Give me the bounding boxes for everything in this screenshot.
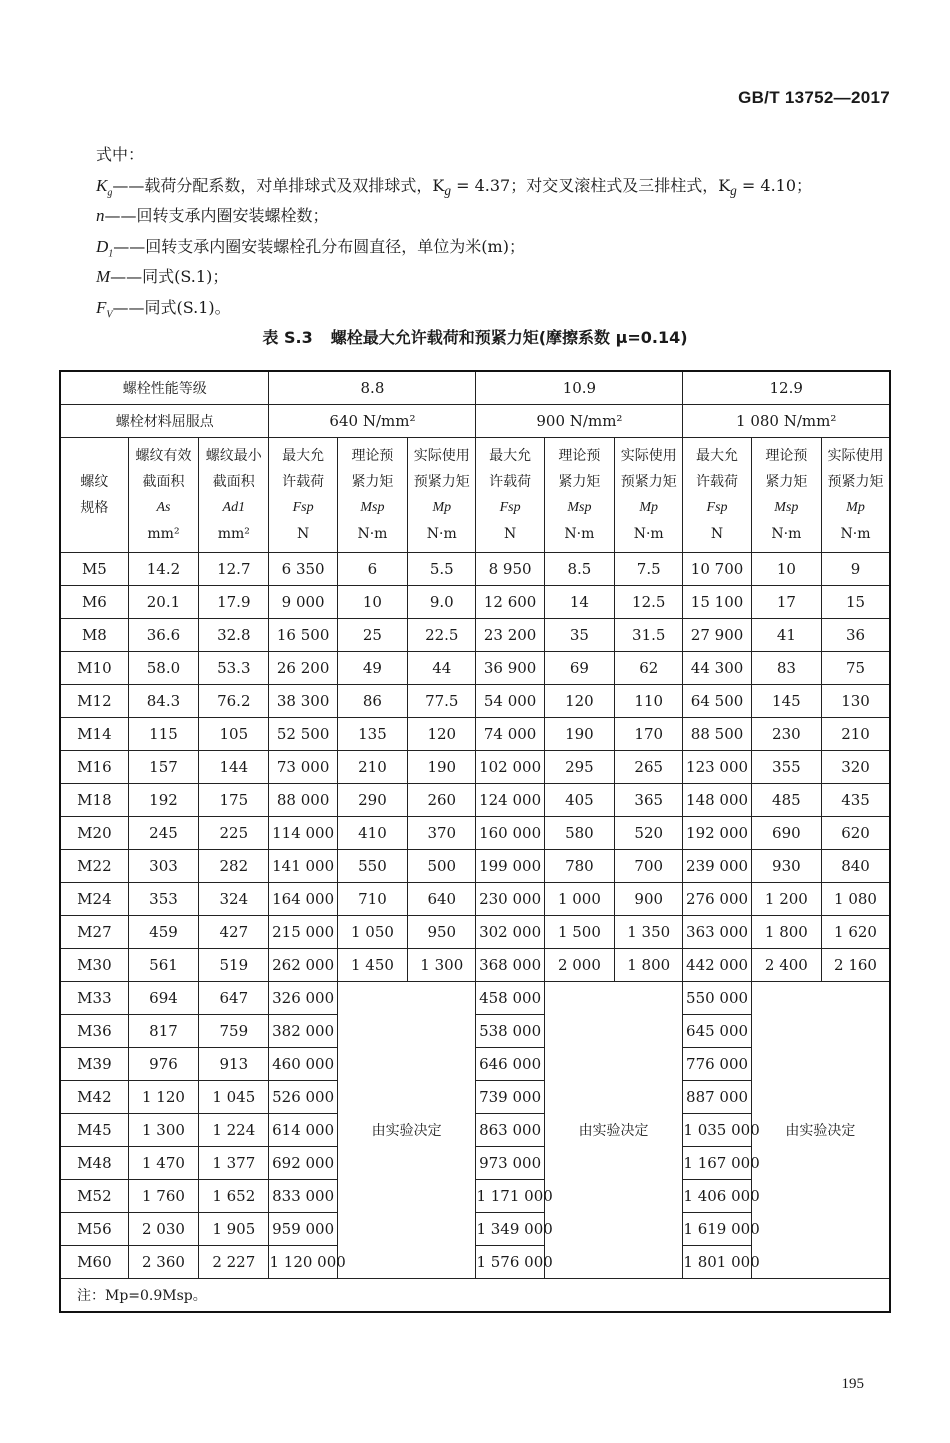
value-cell: 148 000 (683, 784, 751, 817)
table-row (60, 652, 890, 685)
table-row (60, 883, 890, 916)
value-cell: 38 300 (269, 685, 337, 718)
value-cell: 73 000 (269, 751, 337, 784)
value-cell: 9 (822, 553, 890, 586)
thread-spec-cell: M48 (60, 1147, 128, 1180)
value-cell: 88 000 (269, 784, 337, 817)
value-cell: 647 (199, 982, 269, 1015)
table-note: 注：Mp=0.9Msp。 (60, 1279, 890, 1313)
header-theoretical-torque: 理论预 紧力矩 Msp N·m (751, 438, 821, 553)
value-cell: 22.5 (408, 619, 476, 652)
table-row (60, 916, 890, 949)
experiment-note-10-9: 由实验决定 (544, 982, 683, 1279)
value-cell: 1 801 000 (683, 1246, 751, 1279)
value-cell: 175 (199, 784, 269, 817)
table-row (60, 949, 890, 982)
value-cell: 645 000 (683, 1015, 751, 1048)
value-cell: 2 030 (128, 1213, 198, 1246)
header-thread-spec: 螺纹 规格 (60, 438, 128, 553)
value-cell: 210 (822, 718, 890, 751)
value-cell: 365 (615, 784, 683, 817)
symbol: M (96, 267, 111, 287)
value-cell: 25 (337, 619, 407, 652)
value-cell: 276 000 (683, 883, 751, 916)
value-cell: 120 (408, 718, 476, 751)
value-cell: 77.5 (408, 685, 476, 718)
yield-12-9: 1 080 N/mm² (683, 405, 890, 438)
value-cell: 14 (544, 586, 614, 619)
table-row (60, 685, 890, 718)
value-cell: 31.5 (615, 619, 683, 652)
definition-item: $K_g——$载荷分配系数，对单排球式及双排球式，$K_g = 4.37$；对交叉滚柱式及三排柱式，$K_g = 4.10$； (96, 171, 916, 202)
value-cell: 1 167 000 (683, 1147, 751, 1180)
table-row (60, 784, 890, 817)
value-cell: 1 224 (199, 1114, 269, 1147)
value-cell: 120 (544, 685, 614, 718)
thread-spec-cell: M24 (60, 883, 128, 916)
value-cell: 2 000 (544, 949, 614, 982)
value-cell: 262 000 (269, 949, 337, 982)
value-cell: 1 406 000 (683, 1180, 751, 1213)
table-row (60, 850, 890, 883)
value-cell: 692 000 (269, 1147, 337, 1180)
value-cell: 6 350 (269, 553, 337, 586)
value-cell: 9.0 (408, 586, 476, 619)
thread-spec-cell: M42 (60, 1081, 128, 1114)
value-cell: 114 000 (269, 817, 337, 850)
value-cell: 459 (128, 916, 198, 949)
symbol: $K_g$ (96, 175, 113, 198)
value-cell: 62 (615, 652, 683, 685)
value-cell: 833 000 (269, 1180, 337, 1213)
grade-label: 螺栓性能等级 (60, 371, 269, 405)
value-cell: 225 (199, 817, 269, 850)
column-header-row (60, 438, 890, 553)
value-cell: 303 (128, 850, 198, 883)
value-cell: 363 000 (683, 916, 751, 949)
value-cell: 16 500 (269, 619, 337, 652)
header-effective-area: 螺纹有效 截面积 As mm² (128, 438, 198, 553)
value-cell: 14.2 (128, 553, 198, 586)
thread-spec-cell: M52 (60, 1180, 128, 1213)
value-cell: 694 (128, 982, 198, 1015)
value-cell: 353 (128, 883, 198, 916)
value-cell: 1 500 (544, 916, 614, 949)
value-cell: 1 000 (544, 883, 614, 916)
thread-spec-cell: M36 (60, 1015, 128, 1048)
value-cell: 88 500 (683, 718, 751, 751)
header-max-load: 最大允 许载荷 Fsp N (476, 438, 544, 553)
value-cell: 1 905 (199, 1213, 269, 1246)
value-cell: 54 000 (476, 685, 544, 718)
value-cell: 614 000 (269, 1114, 337, 1147)
header-actual-torque: 实际使用 预紧力矩 Mp N·m (615, 438, 683, 553)
table-row (60, 553, 890, 586)
header-actual-torque: 实际使用 预紧力矩 Mp N·m (408, 438, 476, 553)
thread-spec-cell: M30 (60, 949, 128, 982)
value-cell: 145 (751, 685, 821, 718)
value-cell: 15 (822, 586, 890, 619)
value-cell: 776 000 (683, 1048, 751, 1081)
value-cell: 64 500 (683, 685, 751, 718)
thread-spec-cell: M45 (60, 1114, 128, 1147)
value-cell: 192 000 (683, 817, 751, 850)
value-cell: 135 (337, 718, 407, 751)
value-cell: 460 000 (269, 1048, 337, 1081)
definition-item: M——同式(S.1)； (96, 262, 916, 293)
value-cell: 110 (615, 685, 683, 718)
value-cell: 1 450 (337, 949, 407, 982)
value-cell: 2 400 (751, 949, 821, 982)
value-cell: 160 000 (476, 817, 544, 850)
value-cell: 580 (544, 817, 614, 850)
value-cell: 157 (128, 751, 198, 784)
value-cell: 1 800 (751, 916, 821, 949)
value-cell: 780 (544, 850, 614, 883)
value-cell: 550 (337, 850, 407, 883)
thread-spec-cell: M22 (60, 850, 128, 883)
value-cell: 260 (408, 784, 476, 817)
value-cell: 959 000 (269, 1213, 337, 1246)
thread-spec-cell: M5 (60, 553, 128, 586)
table-row (60, 619, 890, 652)
value-cell: 485 (751, 784, 821, 817)
value-cell: 840 (822, 850, 890, 883)
value-cell: 41 (751, 619, 821, 652)
value-cell: 53.3 (199, 652, 269, 685)
value-cell: 1 800 (615, 949, 683, 982)
value-cell: 239 000 (683, 850, 751, 883)
value-cell: 1 200 (751, 883, 821, 916)
value-cell: 913 (199, 1048, 269, 1081)
value-cell: 1 300 (128, 1114, 198, 1147)
value-cell: 1 120 (128, 1081, 198, 1114)
value-cell: 324 (199, 883, 269, 916)
value-cell: 123 000 (683, 751, 751, 784)
value-cell: 102 000 (476, 751, 544, 784)
table-row (60, 718, 890, 751)
value-cell: 620 (822, 817, 890, 850)
value-cell: 355 (751, 751, 821, 784)
symbol: $F_V$ (96, 297, 113, 321)
value-cell: 52 500 (269, 718, 337, 751)
table-number: 表 S.3 (262, 328, 313, 347)
value-cell: 1 080 (822, 883, 890, 916)
value-cell: 1 620 (822, 916, 890, 949)
value-cell: 976 (128, 1048, 198, 1081)
header-minimum-area: 螺纹最小 截面积 Ad1 mm² (199, 438, 269, 553)
value-cell: 84.3 (128, 685, 198, 718)
value-cell: 1 576 000 (476, 1246, 544, 1279)
thread-spec-cell: M8 (60, 619, 128, 652)
value-cell: 265 (615, 751, 683, 784)
value-cell: 690 (751, 817, 821, 850)
value-cell: 20.1 (128, 586, 198, 619)
value-cell: 759 (199, 1015, 269, 1048)
value-cell: 2 160 (822, 949, 890, 982)
value-cell: 1 652 (199, 1180, 269, 1213)
value-cell: 1 035 000 (683, 1114, 751, 1147)
definition-item: n——回转支承内圈安装螺栓数； (96, 201, 916, 232)
table-title: 螺栓最大允许载荷和预紧力矩(摩擦系数 μ=0.14) (330, 328, 688, 347)
value-cell: 526 000 (269, 1081, 337, 1114)
value-cell: 900 (615, 883, 683, 916)
value-cell: 74 000 (476, 718, 544, 751)
value-cell: 10 (751, 553, 821, 586)
value-cell: 17.9 (199, 586, 269, 619)
header-theoretical-torque: 理论预 紧力矩 Msp N·m (337, 438, 407, 553)
grade-12-9: 12.9 (683, 371, 890, 405)
value-cell: 26 200 (269, 652, 337, 685)
value-cell: 458 000 (476, 982, 544, 1015)
value-cell: 164 000 (269, 883, 337, 916)
value-cell: 302 000 (476, 916, 544, 949)
value-cell: 1 760 (128, 1180, 198, 1213)
value-cell: 5.5 (408, 553, 476, 586)
value-cell: 1 349 000 (476, 1213, 544, 1246)
value-cell: 382 000 (269, 1015, 337, 1048)
value-cell: 405 (544, 784, 614, 817)
header-max-load: 最大允 许载荷 Fsp N (683, 438, 751, 553)
yield-label: 螺栓材料屈服点 (60, 405, 269, 438)
thread-spec-cell: M39 (60, 1048, 128, 1081)
value-cell: 1 120 000 (269, 1246, 337, 1279)
grade-8-8: 8.8 (269, 371, 476, 405)
value-cell: 44 (408, 652, 476, 685)
value-cell: 58.0 (128, 652, 198, 685)
value-cell: 973 000 (476, 1147, 544, 1180)
value-cell: 817 (128, 1015, 198, 1048)
grade-row (60, 371, 890, 405)
value-cell: 863 000 (476, 1114, 544, 1147)
grade-10-9: 10.9 (476, 371, 683, 405)
value-cell: 9 000 (269, 586, 337, 619)
experiment-note-8-8: 由实验决定 (337, 982, 476, 1279)
header-max-load: 最大允 许载荷 Fsp N (269, 438, 337, 553)
definition-item: $D_1——$回转支承内圈安装螺栓孔分布圆直径，单位为米(m)； (96, 232, 916, 263)
value-cell: 199 000 (476, 850, 544, 883)
value-cell: 1 377 (199, 1147, 269, 1180)
value-cell: 245 (128, 817, 198, 850)
table-row (60, 586, 890, 619)
value-cell: 36.6 (128, 619, 198, 652)
value-cell: 1 050 (337, 916, 407, 949)
yield-row (60, 405, 890, 438)
value-cell: 86 (337, 685, 407, 718)
value-cell: 49 (337, 652, 407, 685)
value-cell: 141 000 (269, 850, 337, 883)
value-cell: 32.8 (199, 619, 269, 652)
thread-spec-cell: M6 (60, 586, 128, 619)
thread-spec-cell: M18 (60, 784, 128, 817)
value-cell: 290 (337, 784, 407, 817)
table-caption (0, 325, 950, 348)
thread-spec-cell: M20 (60, 817, 128, 850)
thread-spec-cell: M27 (60, 916, 128, 949)
experiment-note-12-9: 由实验决定 (751, 982, 890, 1279)
thread-spec-cell: M33 (60, 982, 128, 1015)
value-cell: 1 470 (128, 1147, 198, 1180)
value-cell: 2 360 (128, 1246, 198, 1279)
value-cell: 320 (822, 751, 890, 784)
thread-spec-cell: M56 (60, 1213, 128, 1246)
value-cell: 7.5 (615, 553, 683, 586)
value-cell: 12 600 (476, 586, 544, 619)
definition-item: $F_V——$同式(S.1)。 (96, 293, 916, 324)
value-cell: 8.5 (544, 553, 614, 586)
value-cell: 368 000 (476, 949, 544, 982)
value-cell: 370 (408, 817, 476, 850)
thread-spec-cell: M60 (60, 1246, 128, 1279)
value-cell: 2 227 (199, 1246, 269, 1279)
header-actual-torque: 实际使用 预紧力矩 Mp N·m (822, 438, 890, 553)
bolt-load-table (59, 370, 891, 1313)
symbol: $D_1$ (96, 236, 114, 260)
value-cell: 520 (615, 817, 683, 850)
value-cell: 1 350 (615, 916, 683, 949)
value-cell: 739 000 (476, 1081, 544, 1114)
value-cell: 190 (408, 751, 476, 784)
value-cell: 561 (128, 949, 198, 982)
value-cell: 170 (615, 718, 683, 751)
value-cell: 230 000 (476, 883, 544, 916)
value-cell: 15 100 (683, 586, 751, 619)
value-cell: 44 300 (683, 652, 751, 685)
value-cell: 640 (408, 883, 476, 916)
value-cell: 427 (199, 916, 269, 949)
value-cell: 76.2 (199, 685, 269, 718)
yield-10-9: 900 N/mm² (476, 405, 683, 438)
value-cell: 710 (337, 883, 407, 916)
value-cell: 887 000 (683, 1081, 751, 1114)
value-cell: 27 900 (683, 619, 751, 652)
thread-spec-cell: M16 (60, 751, 128, 784)
value-cell: 130 (822, 685, 890, 718)
value-cell: 69 (544, 652, 614, 685)
value-cell: 8 950 (476, 553, 544, 586)
value-cell: 192 (128, 784, 198, 817)
standard-number: GB/T 13752—2017 (738, 88, 890, 107)
value-cell: 12.7 (199, 553, 269, 586)
value-cell: 442 000 (683, 949, 751, 982)
value-cell: 538 000 (476, 1015, 544, 1048)
thread-spec-cell: M12 (60, 685, 128, 718)
header-theoretical-torque: 理论预 紧力矩 Msp N·m (544, 438, 614, 553)
value-cell: 23 200 (476, 619, 544, 652)
value-cell: 83 (751, 652, 821, 685)
value-cell: 36 (822, 619, 890, 652)
value-cell: 190 (544, 718, 614, 751)
value-cell: 210 (337, 751, 407, 784)
value-cell: 10 (337, 586, 407, 619)
value-cell: 700 (615, 850, 683, 883)
thread-spec-cell: M14 (60, 718, 128, 751)
value-cell: 1 300 (408, 949, 476, 982)
value-cell: 950 (408, 916, 476, 949)
symbol: n (96, 206, 105, 226)
value-cell: 75 (822, 652, 890, 685)
value-cell: 144 (199, 751, 269, 784)
value-cell: 1 171 000 (476, 1180, 544, 1213)
value-cell: 12.5 (615, 586, 683, 619)
value-cell: 646 000 (476, 1048, 544, 1081)
table-row (60, 751, 890, 784)
note-row (60, 1279, 890, 1313)
value-cell: 36 900 (476, 652, 544, 685)
value-cell: 519 (199, 949, 269, 982)
table-row (60, 817, 890, 850)
value-cell: 215 000 (269, 916, 337, 949)
value-cell: 295 (544, 751, 614, 784)
value-cell: 326 000 (269, 982, 337, 1015)
value-cell: 6 (337, 553, 407, 586)
value-cell: 435 (822, 784, 890, 817)
table-row (60, 982, 890, 1015)
value-cell: 500 (408, 850, 476, 883)
value-cell: 105 (199, 718, 269, 751)
definitions-intro: 式中： (96, 145, 145, 164)
value-cell: 124 000 (476, 784, 544, 817)
value-cell: 115 (128, 718, 198, 751)
thread-spec-cell: M10 (60, 652, 128, 685)
value-cell: 10 700 (683, 553, 751, 586)
yield-8-8: 640 N/mm² (269, 405, 476, 438)
value-cell: 230 (751, 718, 821, 751)
value-cell: 17 (751, 586, 821, 619)
value-cell: 1 045 (199, 1081, 269, 1114)
value-cell: 282 (199, 850, 269, 883)
value-cell: 35 (544, 619, 614, 652)
value-cell: 930 (751, 850, 821, 883)
value-cell: 550 000 (683, 982, 751, 1015)
value-cell: 1 619 000 (683, 1213, 751, 1246)
symbol-definitions (96, 140, 916, 324)
value-cell: 410 (337, 817, 407, 850)
page-number: 195 (841, 1376, 864, 1392)
